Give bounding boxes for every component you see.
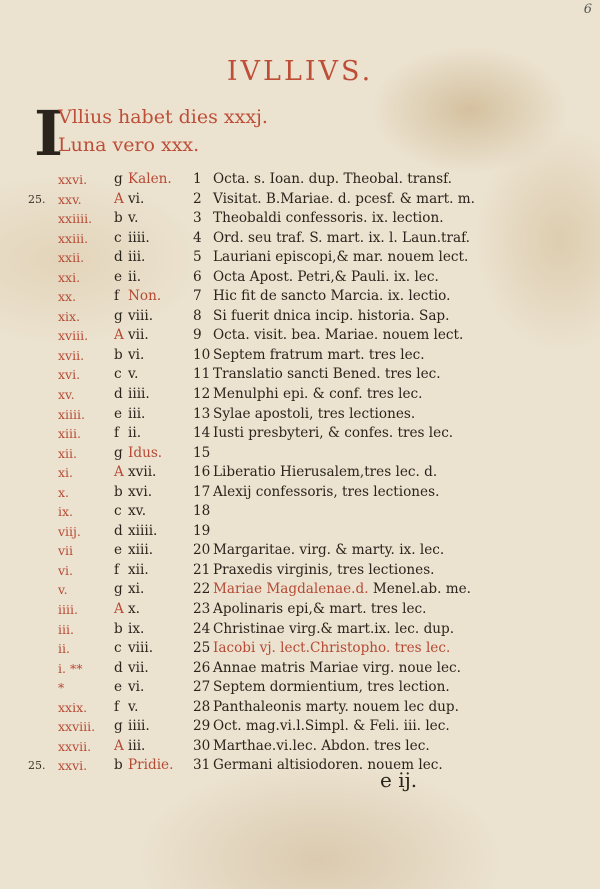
roman-day: Kalen.	[128, 171, 172, 187]
roman-day: iiii.	[128, 718, 150, 735]
feast-entry: Octa. s. Ioan. dup. Theobal. transf.	[213, 171, 452, 187]
feast-entry: Septem fratrum mart. tres lec.	[213, 346, 425, 363]
golden-number: vii	[58, 543, 74, 559]
roman-day: xiii.	[128, 542, 154, 559]
dominical-letter: c	[114, 229, 122, 246]
golden-number: xv.	[58, 387, 75, 403]
day-number: 28	[193, 698, 211, 715]
feast-entry: Apolinaris epi,& mart. tres lec.	[213, 601, 427, 618]
dominical-letter: d	[114, 386, 123, 403]
golden-number: xvii.	[58, 347, 85, 363]
feast-entry: Octa. visit. bea. Mariae. nouem lect.	[213, 327, 464, 344]
golden-number: xxix.	[58, 699, 88, 715]
golden-number: xi.	[58, 465, 74, 481]
feast-entry: Alexij confessoris, tres lectiones.	[213, 483, 440, 500]
feast-entry: Iacobi vj. lect.Christopho. tres lec.	[213, 640, 451, 657]
day-number: 23	[193, 601, 211, 618]
day-number: 25	[193, 640, 211, 657]
page-title: IVLLIVS.	[226, 56, 374, 87]
day-number: 7	[193, 288, 202, 305]
dominical-letter: f	[114, 561, 120, 578]
calendar-row	[0, 502, 600, 522]
dominical-letter: b	[114, 346, 123, 363]
feast-entry: Menulphi epi. & conf. tres lec.	[213, 386, 423, 403]
day-number: 15	[193, 444, 211, 461]
calendar-row	[0, 698, 600, 718]
calendar-row	[0, 600, 600, 620]
golden-number: *	[58, 680, 65, 696]
roman-day: viii.	[128, 307, 154, 324]
day-number: 20	[193, 542, 211, 559]
golden-number: xxi.	[58, 269, 81, 285]
feast-entry: Theobaldi confessoris. ix. lection.	[213, 210, 444, 227]
roman-day: Non.	[128, 288, 162, 305]
day-number: 19	[193, 522, 211, 539]
roman-day: x.	[128, 601, 140, 618]
feast-entry: Panthaleonis marty. nouem lec dup.	[213, 698, 459, 715]
day-number: 16	[193, 464, 211, 481]
golden-number: xx.	[58, 289, 77, 305]
roman-day: xiiii.	[128, 522, 158, 539]
roman-day: xii.	[128, 561, 149, 578]
day-number: 11	[193, 366, 211, 383]
feast-entry: Hic fit de sancto Marcia. ix. lectio.	[213, 288, 451, 305]
calendar-row	[0, 229, 600, 249]
calendar-row	[0, 463, 600, 483]
calendar-table	[0, 170, 600, 776]
golden-number: x.	[58, 484, 70, 500]
roman-day: iii.	[128, 405, 146, 422]
calendar-row	[0, 522, 600, 542]
day-number: 27	[193, 679, 211, 696]
calendar-row	[0, 326, 600, 346]
golden-number: ii.	[58, 641, 70, 657]
feast-entry: Iusti presbyteri, & confes. tres lec.	[213, 425, 454, 442]
golden-number: xxii.	[58, 250, 85, 266]
calendar-row	[0, 170, 600, 190]
dominical-letter: g	[114, 581, 123, 598]
golden-number: v.	[58, 582, 68, 598]
golden-number: vi.	[58, 562, 74, 578]
heading-line-1: Vllius habet dies xxxj.	[58, 106, 268, 128]
day-number: 1	[193, 171, 202, 187]
dominical-letter: A	[114, 464, 124, 481]
day-number: 13	[193, 405, 211, 422]
golden-number: xxiiii.	[58, 211, 93, 227]
dominical-letter: g	[114, 718, 123, 735]
dominical-letter: A	[114, 737, 124, 754]
calendar-row	[0, 287, 600, 307]
day-number: 8	[193, 307, 202, 324]
feast-entry: Marthae.vi.lec. Abdon. tres lec.	[213, 737, 430, 754]
roman-day: v.	[128, 210, 139, 227]
dominical-letter: d	[114, 659, 123, 676]
calendar-row	[0, 678, 600, 698]
roman-day: v.	[128, 366, 139, 383]
golden-number: ix.	[58, 504, 74, 520]
roman-day: iiii.	[128, 386, 150, 403]
calendar-row	[0, 580, 600, 600]
day-number: 12	[193, 386, 211, 403]
feast-entry: Lauriani episcopi,& mar. nouem lect.	[213, 249, 469, 266]
dominical-letter: A	[114, 327, 124, 344]
day-number: 9	[193, 327, 202, 344]
golden-number: xxvi.	[58, 172, 88, 187]
folio-number: 6	[583, 2, 592, 17]
golden-number: xiiii.	[58, 406, 86, 422]
golden-number: xiii.	[58, 426, 82, 442]
feast-entry: Oct. mag.vi.l.Simpl. & Feli. iii. lec.	[213, 718, 450, 735]
calendar-row	[0, 268, 600, 288]
feast-entry: Ord. seu traf. S. mart. ix. l. Laun.traf.	[213, 229, 470, 246]
dominical-letter: c	[114, 503, 122, 520]
golden-number: i. **	[58, 660, 83, 676]
golden-number: iiii.	[58, 602, 78, 618]
day-number: 31	[193, 757, 211, 774]
dominical-letter: e	[114, 268, 123, 285]
feast-entry	[213, 580, 471, 600]
feast-entry: Germani altisiodoren. nouem lec.	[213, 757, 443, 774]
roman-day: xi.	[128, 581, 145, 598]
calendar-row	[0, 717, 600, 737]
roman-day: iii.	[128, 737, 146, 754]
golden-number: iii.	[58, 621, 74, 637]
day-number: 21	[193, 561, 211, 578]
day-number: 22	[193, 581, 211, 598]
roman-day: iii.	[128, 249, 146, 266]
calendar-row	[0, 620, 600, 640]
feast-entry: Christinae virg.& mart.ix. lec. dup.	[213, 620, 455, 637]
feast-entry: Octa Apost. Petri,& Pauli. ix. lec.	[213, 268, 439, 285]
roman-day: ix.	[128, 620, 145, 637]
dominical-letter: f	[114, 425, 120, 442]
roman-day: vi.	[128, 346, 145, 363]
dominical-letter: b	[114, 757, 123, 774]
day-number: 30	[193, 737, 211, 754]
dominical-letter: d	[114, 522, 123, 539]
feast-entry: Annae matris Mariae virg. noue lec.	[213, 659, 461, 676]
roman-day: xv.	[128, 503, 147, 520]
golden-number: xix.	[58, 308, 81, 324]
day-number: 4	[193, 229, 202, 246]
day-number: 5	[193, 249, 202, 266]
roman-day: vi.	[128, 190, 145, 207]
day-number: 14	[193, 425, 211, 442]
margin-note: 25.	[28, 192, 46, 206]
day-number: 6	[193, 268, 202, 285]
feast-entry-rubric: Mariae Magdalenae.d.	[213, 581, 369, 598]
roman-day: Idus.	[128, 444, 163, 461]
calendar-row	[0, 346, 600, 366]
dominical-letter: f	[114, 288, 120, 305]
dominical-letter: e	[114, 679, 123, 696]
roman-day: vii.	[128, 659, 149, 676]
calendar-row	[0, 405, 600, 425]
roman-day: vii.	[128, 327, 149, 344]
dominical-letter: g	[114, 444, 123, 461]
day-number: 17	[193, 483, 211, 500]
dominical-letter: b	[114, 483, 123, 500]
calendar-row	[0, 639, 600, 659]
day-number: 10	[193, 346, 211, 363]
feast-entry: Sylae apostoli, tres lectiones.	[213, 405, 416, 422]
feast-entry-rest: Menel.ab. me.	[368, 581, 471, 598]
calendar-row	[0, 444, 600, 464]
roman-day: viii.	[128, 640, 154, 657]
decorated-initial: I	[34, 97, 64, 170]
calendar-row	[0, 365, 600, 385]
dominical-letter: A	[114, 190, 124, 207]
roman-day: ii.	[128, 268, 142, 285]
dominical-letter: b	[114, 210, 123, 227]
roman-day: vi.	[128, 679, 145, 696]
roman-day: xvii.	[128, 464, 157, 481]
day-number: 18	[193, 503, 211, 520]
dominical-letter: c	[114, 640, 122, 657]
golden-number: viij.	[58, 523, 81, 539]
calendar-row	[0, 307, 600, 327]
signature-mark: e ij.	[380, 768, 418, 792]
roman-day: ii.	[128, 425, 142, 442]
calendar-row	[0, 541, 600, 561]
dominical-letter: e	[114, 542, 123, 559]
roman-day: v.	[128, 698, 139, 715]
feast-entry: Praxedis virginis, tres lectiones.	[213, 561, 435, 578]
golden-number: xvi.	[58, 367, 81, 383]
day-number: 3	[193, 210, 202, 227]
dominical-letter: g	[114, 307, 123, 324]
calendar-row	[0, 424, 600, 444]
feast-entry: Visitat. B.Mariae. d. pcesf. & mart. m.	[213, 190, 475, 207]
dominical-letter: e	[114, 405, 123, 422]
golden-number: xxiii.	[58, 230, 89, 246]
day-number: 24	[193, 620, 211, 637]
feast-entry: Liberatio Hierusalem,tres lec. d.	[213, 464, 438, 481]
day-number: 2	[193, 190, 202, 207]
heading-line-2: Luna vero xxx.	[58, 134, 200, 156]
dominical-letter: g	[114, 171, 123, 187]
calendar-row	[0, 756, 600, 776]
roman-day: iiii.	[128, 229, 150, 246]
golden-number: xii.	[58, 445, 78, 461]
dominical-letter: d	[114, 249, 123, 266]
golden-number: xxv.	[58, 191, 82, 207]
calendar-row	[0, 385, 600, 405]
calendar-row	[0, 483, 600, 503]
calendar-row	[0, 737, 600, 757]
margin-note: 25.	[28, 759, 46, 773]
golden-number: xxvii.	[58, 738, 92, 754]
feast-entry: Translatio sancti Bened. tres lec.	[213, 366, 441, 383]
day-number: 29	[193, 718, 211, 735]
calendar-row	[0, 561, 600, 581]
calendar-row	[0, 248, 600, 268]
calendar-row	[0, 190, 600, 210]
golden-number: xxviii.	[58, 719, 96, 735]
calendar-row	[0, 659, 600, 679]
dominical-letter: f	[114, 698, 120, 715]
feast-entry: Margaritae. virg. & marty. ix. lec.	[213, 542, 445, 559]
day-number: 26	[193, 659, 211, 676]
golden-number: xviii.	[58, 328, 89, 344]
dominical-letter: b	[114, 620, 123, 637]
calendar-row	[0, 209, 600, 229]
dominical-letter: c	[114, 366, 122, 383]
golden-number: xxvi.	[58, 758, 88, 774]
dominical-letter: A	[114, 601, 124, 618]
roman-day: xvi.	[128, 483, 153, 500]
feast-entry: Si fuerit dnica incip. historia. Sap.	[213, 307, 450, 324]
roman-day: Pridie.	[128, 757, 174, 774]
feast-entry: Septem dormientium, tres lection.	[213, 679, 450, 696]
